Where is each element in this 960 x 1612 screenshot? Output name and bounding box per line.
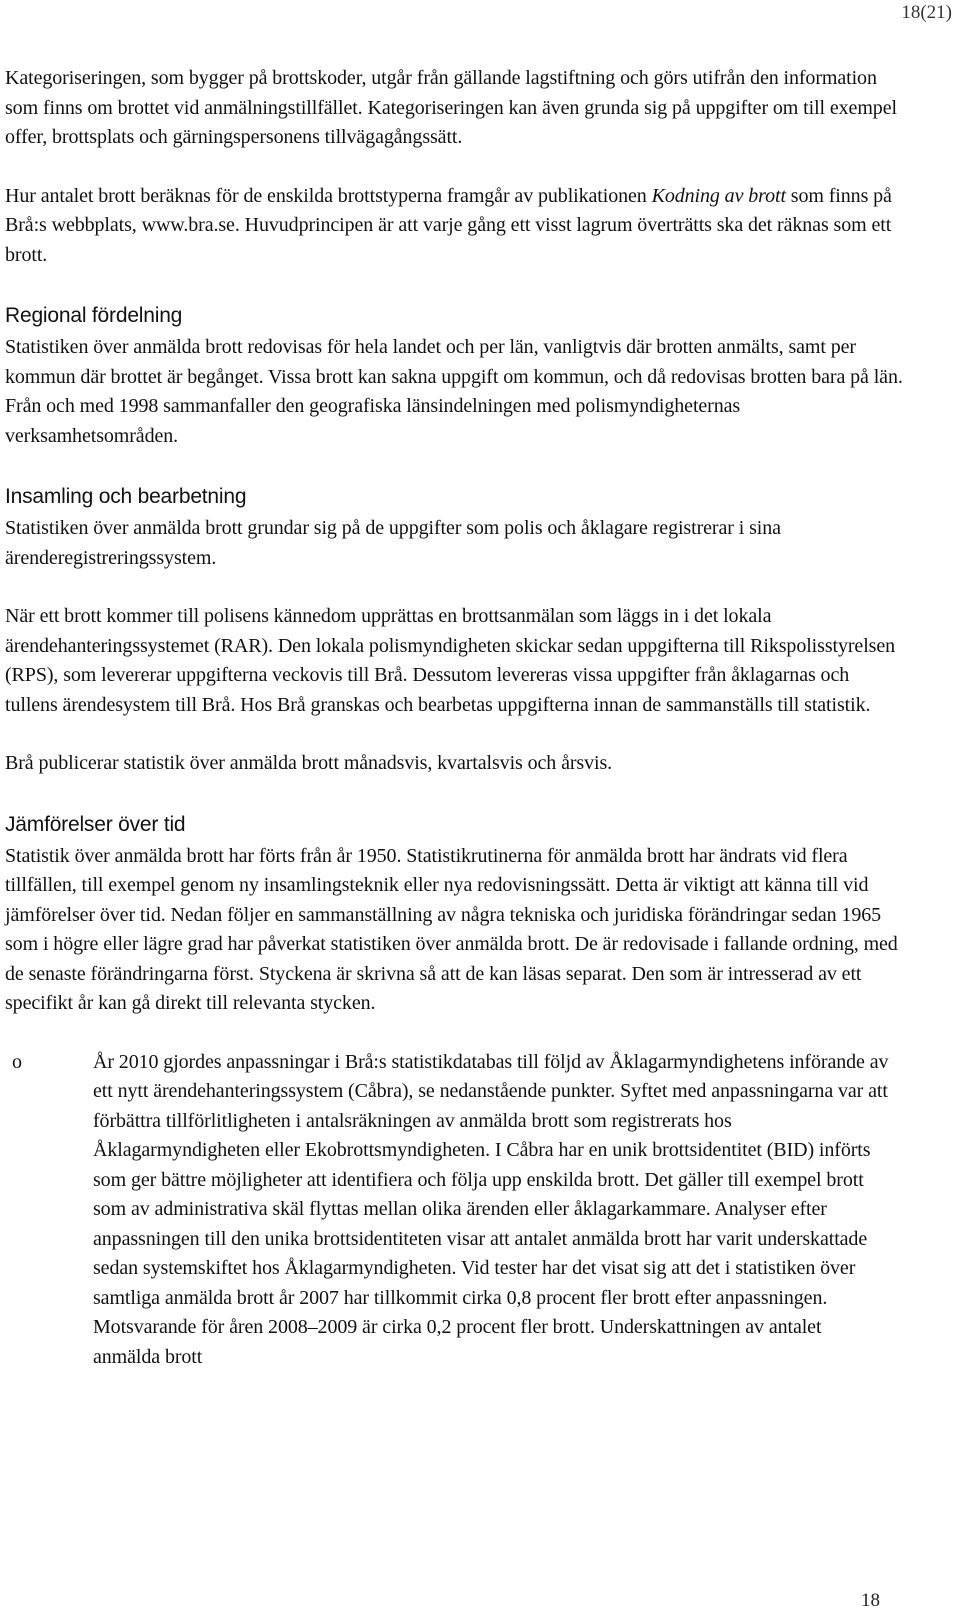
paragraph-gap (5, 573, 905, 602)
document-body (5, 64, 905, 1372)
paragraph-insamling-3: Brå publicerar statistik över anmälda brott månadsvis, kvartalsvis och årsvis. (5, 752, 613, 774)
publication-title: Kodning av brott (651, 184, 786, 207)
page-indicator: 18(21) (901, 2, 952, 23)
bullet-item (5, 1048, 905, 1373)
heading-insamling: Insamling och bearbetning (5, 485, 247, 508)
page-number: 18 (861, 1590, 880, 1611)
paragraph-gap (5, 153, 905, 182)
paragraph-jamforelser: Statistik över anmälda brott har förts från år 1950. Statistikrutinerna för anmälda brott har ändrats vid flera tillfällen, till exempel genom ny insamlingsteknik eller nya redovisningssätt. Detta är viktigt att känna till vid jämförelser över tid. Nedan följer en sammanställning av några tekniska och juridiska förändringar sedan 1965 som i högre eller lägre grad har påverkat statistiken över anmälda brott. De är redovisade i fallande ordning, med de senaste förändringarna först. Styckena är skrivna så att de kan läsas separat. Den som är intresserad av ett specifikt år kan gå direkt till relevanta stycken. (5, 844, 898, 1014)
paragraph-kategorisering: Kategoriseringen, som bygger på brottskoder, utgår från gällande lagstiftning och görs utifrån den information som finns om brottet vid anmälningstillfället. Kategoriseringen kan även grunda sig på uppgifter om till exempel offer, brottsplats och gärningspersonens tillvägagångssätt. (5, 67, 897, 148)
paragraph-gap (5, 720, 905, 749)
bullet-marker: o (12, 1050, 22, 1073)
paragraph-insamling-1: Statistiken över anmälda brott grundar sig på de uppgifter som polis och åklagare registrerar i sina ärenderegistreringssystem. (5, 517, 781, 569)
paragraph-insamling-2: När ett brott kommer till polisens kännedom upprättas en brottsanmälan som läggs in i det lokala ärendehanteringssystemet (RAR). Den lokala polismyndigheten skickar sedan uppgifterna till Rikspolisstyrelsen (RPS), som levererar uppgifterna veckovis till Brå. Dessutom levereras vissa uppgifter från åklagarnas och tullens ärendesystem till Brå. Hos Brå granskas och bearbetas uppgifterna innan de sammanställs till statistik. (5, 605, 896, 716)
section-gap (5, 270, 905, 299)
paragraph-berakning-text-start: Hur antalet brott beräknas för de enskilda brottstyperna framgår av publikationen (5, 184, 652, 207)
paragraph-berakning (5, 182, 905, 271)
section-gap (5, 451, 905, 480)
bullet-text-2010: År 2010 gjordes anpassningar i Brå:s statistikdatabas till följd av Åklagarmyndighetens införande av ett nytt ärendehanteringssystem (Cåbra), se nedanstående punkter. Syftet med anpassningarna var att förbättra tillförlitligheten i antalsräkningen av anmälda brott som registrerats hos Åklagarmyndigheten eller Ekobrottsmyndigheten. I Cåbra har en unik brottsidentitet (BID) införts som ger bättre möjligheter att identifiera och följa upp enskilda brott. Det gäller till exempel brott som av administrativa skäl flyttas mellan olika ärenden eller åklagarkammare. Analyser efter anpassningen till den unika brottsidentiteten visar att antalet anmälda brott har varit underskattade sedan systemskiftet hos Åklagarmyndigheten. Vid tester har det visat sig att det i statistiken över samtliga anmälda brott år 2007 har tillkommit cirka 0,8 procent fler brott efter anpassningen. Motsvarande för åren 2008–2009 är cirka 0,2 procent fler brott. Underskattningen av antalet anmälda brott (93, 1050, 889, 1368)
heading-jamforelser: Jämförelser över tid (5, 812, 186, 836)
heading-regional-fordelning: Regional fördelning (5, 304, 183, 327)
paragraph-regional: Statistiken över anmälda brott redovisas för hela landet och per län, vanligtvis där brotten anmälts, samt per kommun där brottet är begånget. Vissa brott kan sakna uppgift om kommun, och då redovisas brotten bara på län. Från och med 1998 sammanfaller den geografiska länsindelningen med polismyndigheternas verksamhetsområden. (5, 336, 903, 447)
paragraph-berakning-text-end: som finns på Brå:s webbplats, www.bra.se. Huvudprincipen är att varje gång ett visst lagrum överträtts ska det räknas som ett brott. (5, 184, 892, 266)
section-gap (5, 779, 905, 808)
paragraph-gap (5, 1019, 905, 1048)
